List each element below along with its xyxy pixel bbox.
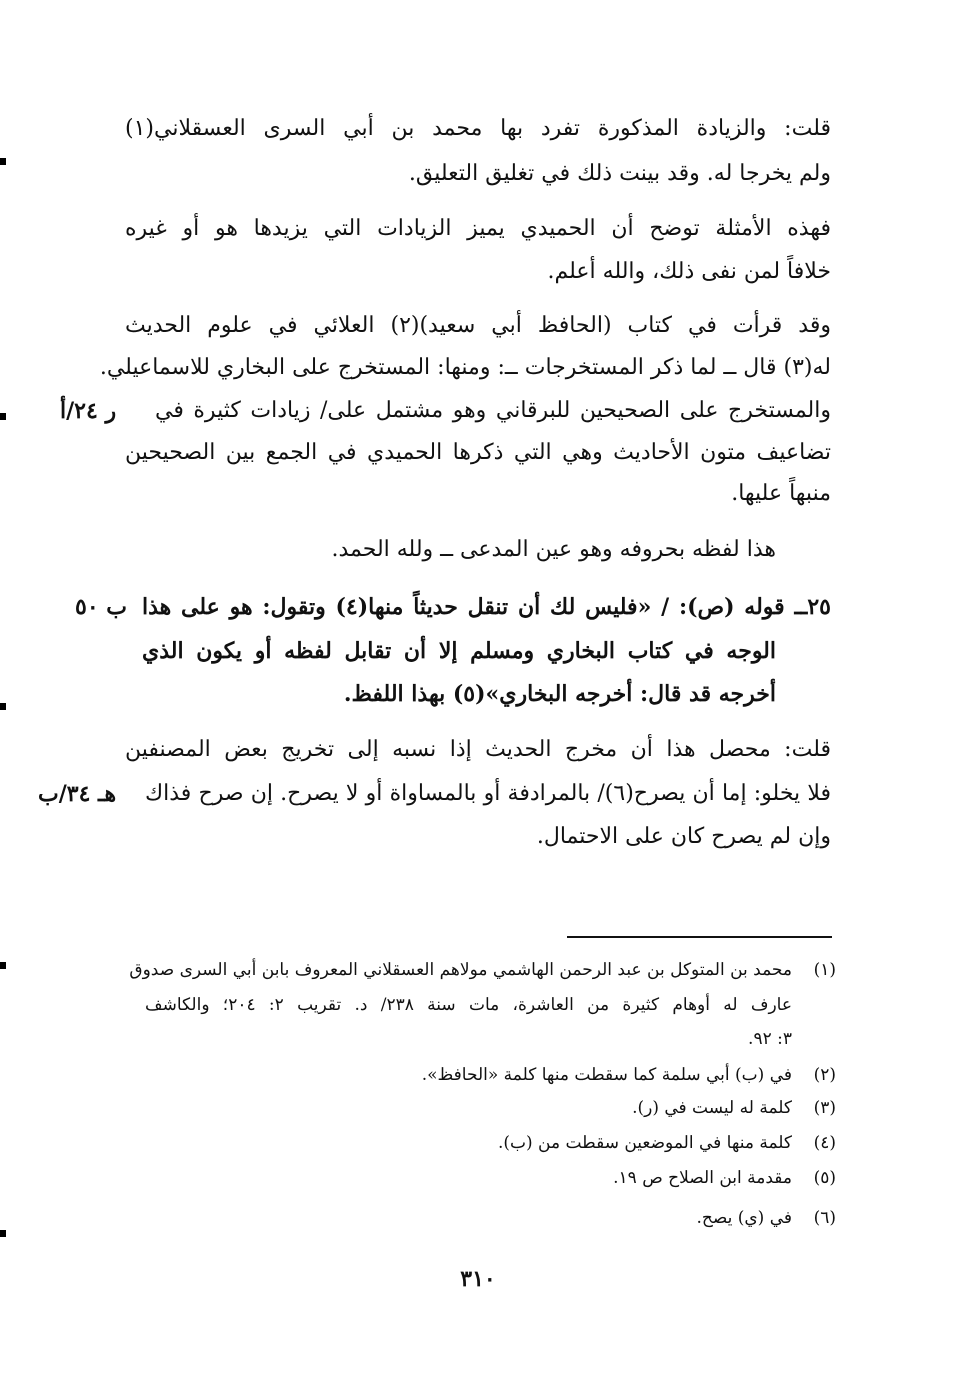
- footnote-text: ٣: ٩٢.: [748, 1029, 792, 1049]
- footnote-6: [696, 1203, 836, 1233]
- footnote-1: [129, 955, 836, 985]
- footnote-divider: [567, 936, 832, 938]
- manuscript-marker: ب ٥٠: [75, 594, 128, 620]
- body-line: ٢٥ــ قوله (ص): / «فليس لك أن تنقل حديثاً منها(٤) وتقول: هو على هذا: [142, 594, 831, 620]
- body-line: تضاعيف متون الأحاديث وهي التي ذكرها الحميدي في الجمع بين الصحيحين: [125, 440, 831, 465]
- footnote-text: مقدمة ابن الصلاح ص ١٩.: [613, 1168, 792, 1188]
- footnote-number: (٢): [813, 1065, 836, 1085]
- footnote-text: كلمة منها في الموضعين سقطت من (ب).: [497, 1133, 792, 1153]
- footnote-text: عارف له أوهام كثيرة من العاشرة، مات سنة ٢٣٨/ د. تقريب ٢: ٢٠٤؛ والكاشف: [145, 995, 792, 1015]
- body-line: أخرجه قد قال: أخرجه البخاري»(٥) بهذا اللفظ.: [343, 681, 776, 707]
- footnote-text: محمد بن المتوكل بن عبد الرحمن الهاشمي مولاهم العسقلاني المعروف بابن أبي السرى صدوق: [129, 960, 792, 980]
- footnote-3: [632, 1093, 836, 1123]
- footnote-text: كلمة له ليست في (ر).: [632, 1098, 792, 1118]
- body-line: وإن لم يصرح كان على الاحتمال.: [536, 824, 831, 849]
- scan-edge-mark: [0, 962, 6, 969]
- body-line: منبهاً عليها.: [731, 481, 831, 506]
- manuscript-marker: هـ ٣٤/ب: [38, 781, 117, 807]
- footnote-5: [613, 1163, 836, 1193]
- body-line: وقد قرأت في كتاب (الحافظ أبي سعيد)(٢) العلائي في علوم الحديث: [125, 313, 831, 338]
- scan-edge-mark: [0, 413, 6, 420]
- footnote-text: في (ب) أبي سلمة كما سقطت منها كلمة «الحافظ».: [421, 1065, 792, 1085]
- footnote-number: (٦): [813, 1208, 836, 1228]
- manuscript-marker: ر ٢٤/أ: [60, 398, 117, 424]
- footnote-4: [498, 1128, 836, 1158]
- body-line: الوجه في كتاب البخاري ومسلم إلا أن تقابل لفظه أو يكون الذي: [142, 638, 776, 664]
- body-line: فهذه الأمثلة توضح أن الحميدي يميز الزيادات التي يزيدها هو أو غيره: [125, 216, 832, 241]
- scan-edge-mark: [0, 1230, 6, 1237]
- scan-edge-mark: [0, 703, 6, 710]
- body-line: له(٣) قال ــ لما ذكر المستخرجات ــ: ومنها: المستخرج على البخاري للاسماعيلي.: [99, 355, 831, 380]
- body-line: هذا لفظه بحروفه وهو عين المدعى ــ ولله الحمد.: [331, 537, 776, 562]
- body-line: خلافاً لمن نفى ذلك، والله أعلم.: [547, 259, 831, 284]
- body-line: قلت: محصل هذا أن مخرج الحديث إذا نسبه إلى تخريج بعض المصنفين: [125, 737, 831, 762]
- page-number: ٣١٠: [460, 1266, 496, 1292]
- body-line: فلا يخلو: إما أن يصرح(٦)/ بالمرادفة أو بالمساواة أو لا يصرح. إن صرح فذاك: [145, 781, 831, 806]
- body-line: قلت: والزيادة المذكورة تفرد بها محمد بن أبي السرى العسقلاني(١): [125, 116, 831, 141]
- footnote-number: (٣): [813, 1098, 836, 1118]
- footnote-number: (٥): [813, 1168, 836, 1188]
- footnote-2: [422, 1060, 836, 1090]
- footnote-number: (١): [813, 960, 836, 980]
- body-line: والمستخرج على الصحيحين للبرقاني وهو مشتمل على/ زيادات كثيرة في: [155, 398, 831, 423]
- footnote-text: في (ي) يصح.: [696, 1208, 792, 1228]
- scan-edge-mark: [0, 158, 6, 165]
- footnote-number: (٤): [813, 1133, 836, 1153]
- body-line: ولم يخرجا له. وقد بينت ذلك في تغليق التعليق.: [408, 161, 831, 186]
